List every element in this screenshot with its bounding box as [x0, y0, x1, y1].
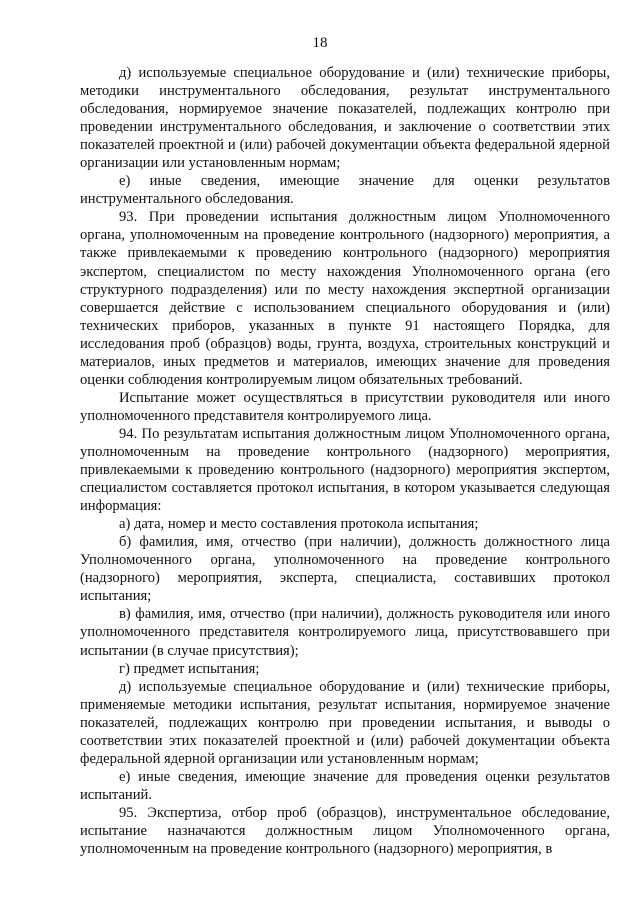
- page-number: 18: [312, 35, 328, 51]
- paragraph-clause-93: 93. При проведении испытания должностным лицом Уполномоченного органа, уполномоченным на проведение контрольного (надзорного) мероприятия, а также привлекаемыми к проведению контрольного (надзорного) мероприятия экспертом, специалистом по месту нахождения Уполномоченного органа (его структурного подразделения) или по месту нахождения экспертной организации совершается действие с использованием специального оборудования и (или) технических приборов, указанных в пункте 91 настоящего Порядка, для исследования проб (образцов) воды, грунта, воздуха, строительных конструкций и материалов, иных предметов и материалов, имеющих значение для проведения оценки соблюдения контролируемым лицом обязательных требований.: [80, 209, 610, 388]
- paragraph-item-d-test: д) используемые специальное оборудование и (или) технические приборы, применяемые методики испытания, результат испытания, нормируемое значение показателей, подлежащих контролю при проведении испытания, и выводы о соответствии этих показателей проектной и (или) рабочей документации объекта федеральной ядерной организации или установленным нормам;: [80, 678, 610, 767]
- document-body: [80, 64, 610, 858]
- paragraph-test-presence: Испытание может осуществляться в присутствии руководителя или иного уполномоченного представителя контролируемого лица.: [80, 389, 610, 424]
- paragraph-item-a: а) дата, номер и место составления протокола испытания;: [119, 516, 479, 533]
- paragraph-clause-94: 94. По результатам испытания должностным лицом Уполномоченного органа, уполномоченным на проведение контрольного (надзорного) мероприятия, привлекаемыми к проведению контрольного (надзорного) мероприятия экспертом, специалистом составляется протокол испытания, в котором указывается следующая информация:: [80, 425, 610, 515]
- paragraph-item-g: г) предмет испытания;: [119, 660, 260, 677]
- paragraph-item-b: б) фамилия, имя, отчество (при наличии), должность должностного лица Уполномоченного органа, уполномоченного на проведение контрольного (надзорного) мероприятия, эксперта, специалиста, составивших протокол испытания;: [80, 534, 610, 605]
- paragraph-item-v: в) фамилия, имя, отчество (при наличии), должность руководителя или иного уполномоченного представителя контролируемого лица, присутствовавшего при испытании (в случае присутствия);: [80, 606, 610, 659]
- paragraph-item-e-test: е) иные сведения, имеющие значение для проведения оценки результатов испытаний.: [80, 768, 610, 803]
- paragraph-item-d-instrumental: д) используемые специальное оборудование и (или) технические приборы, методики инструментального обследования, результат инструментального обследования, нормируемое значение показателей, подлежащих контролю при проведении инструментального обследования, и заключение о соответствии этих показателей проектной и (или) рабочей документации объекта федеральной ядерной организации или установленным нормам;: [80, 65, 610, 172]
- paragraph-clause-95: 95. Экспертиза, отбор проб (образцов), инструментальное обследование, испытание назначаются должностным лицом Уполномоченного органа, уполномоченным на проведение контрольного (надзорного) мероприятия, в: [80, 804, 610, 858]
- paragraph-item-e-instrumental: е) иные сведения, имеющие значение для оценки результатов инструментального обследования.: [80, 173, 610, 208]
